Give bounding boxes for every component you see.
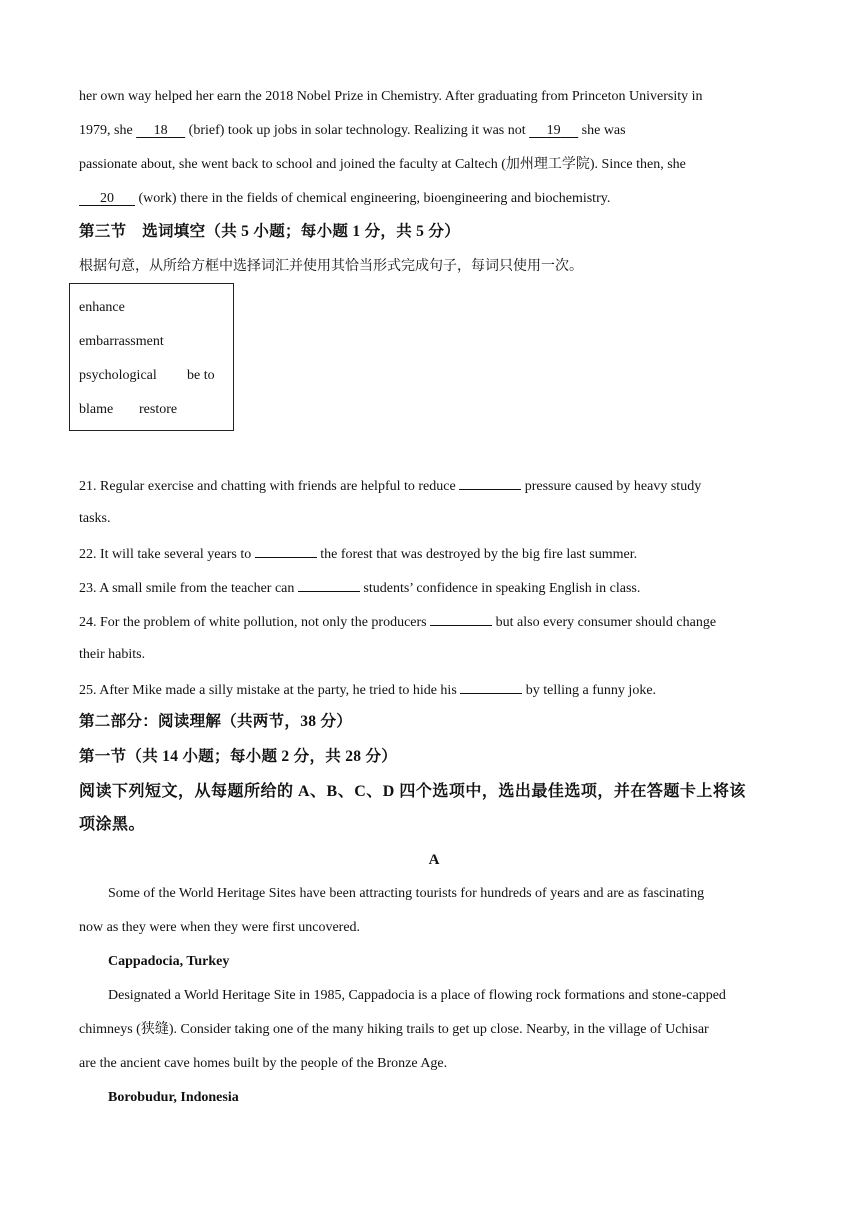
blank-18[interactable] xyxy=(136,123,185,138)
section3-instruction: 根据句意，从所给方框中选择词汇并使用其恰当形式完成句子，每词只使用一次。 xyxy=(79,259,583,274)
question-24-cont: their habits. xyxy=(79,647,146,662)
question-23 xyxy=(79,577,640,599)
passage-a-title: A xyxy=(428,852,440,868)
site-cappadocia-title: Cappadocia, Turkey xyxy=(108,954,230,969)
question-23-post: students’ confidence in speaking English in class. xyxy=(359,581,641,596)
site-cappadocia-line-1: Designated a World Heritage Site in 1985, Cappadocia is a place of flowing rock formations and stone-capped xyxy=(108,988,726,1003)
passage-line-2 xyxy=(79,121,626,141)
question-21-pre: 21. Regular exercise and chatting with friends are helpful to reduce xyxy=(79,479,460,494)
question-21 xyxy=(79,475,701,497)
question-22-pre: 22. It will take several years to xyxy=(79,547,255,562)
question-24-post: but also every consumer should change xyxy=(492,615,717,630)
word-blame: blame xyxy=(79,402,114,417)
word-embarrassment: embarrassment xyxy=(79,334,164,349)
question-24 xyxy=(79,611,716,633)
passage-line-2-post: she was xyxy=(581,123,626,138)
question-22 xyxy=(79,543,637,565)
word-psychological: psychological xyxy=(79,368,157,383)
question-21-cont: tasks. xyxy=(79,511,111,526)
question-22-post: the forest that was destroyed by the big fire last summer. xyxy=(316,547,638,562)
passage-line-4-post: (work) there in the fields of chemical engineering, bioengineering and biochemistry. xyxy=(138,191,611,206)
reading-intro-line-2: now as they were when they were first uncovered. xyxy=(79,920,361,935)
question-25-pre: 25. After Mike made a silly mistake at the party, he tried to hide his xyxy=(79,683,461,698)
answer-blank-24[interactable] xyxy=(430,611,492,626)
section3-heading: 第三节 选词填空（共 5 小题；每小题 1 分，共 5 分） xyxy=(79,223,461,240)
answer-blank-21[interactable] xyxy=(459,475,521,490)
word-box xyxy=(69,283,234,431)
part2-instruction-line-1: 阅读下列短文，从每题所给的 A、B、C、D 四个选项中，选出最佳选项，并在答题卡上将该 xyxy=(79,783,746,800)
question-25 xyxy=(79,679,656,701)
site-cappadocia-line-2: chimneys (狭缝). Consider taking one of the many hiking trails to get up close. Nearby, in the village of Uchisar xyxy=(79,1022,709,1037)
passage-line-4 xyxy=(79,189,610,209)
answer-blank-25[interactable] xyxy=(460,679,522,694)
answer-blank-23[interactable] xyxy=(298,577,360,592)
word-restore: restore xyxy=(139,402,178,417)
reading-intro-line-1: Some of the World Heritage Sites have been attracting tourists for hundreds of years and are as fascinating xyxy=(108,886,705,901)
part2-instruction-line-2: 项涂黑。 xyxy=(79,816,146,833)
passage-line-2-mid: (brief) took up jobs in solar technology. Realizing it was not xyxy=(188,123,530,138)
passage-line-2-pre: 1979, she xyxy=(79,123,137,138)
site-cappadocia-line-3: are the ancient cave homes built by the people of the Bronze Age. xyxy=(79,1056,448,1071)
question-21-post: pressure caused by heavy study xyxy=(521,479,702,494)
question-24-pre: 24. For the problem of white pollution, not only the producers xyxy=(79,615,431,630)
blank-20[interactable] xyxy=(79,191,135,206)
question-25-post: by telling a funny joke. xyxy=(522,683,657,698)
word-enhance: enhance xyxy=(79,300,125,315)
blank-18-number: 18 xyxy=(153,123,168,138)
blank-20-number: 20 xyxy=(100,191,114,206)
answer-blank-22[interactable] xyxy=(255,543,317,558)
passage-line-1: her own way helped her earn the 2018 Nobel Prize in Chemistry. After graduating from Princeton University in xyxy=(79,89,703,104)
question-23-pre: 23. A small smile from the teacher can xyxy=(79,581,298,596)
passage-line-3: passionate about, she went back to school and joined the faculty at Caltech (加州理工学院). Since then, she xyxy=(79,157,686,172)
blank-19-number: 19 xyxy=(546,123,561,138)
part2-sub-heading: 第一节（共 14 小题；每小题 2 分，共 28 分） xyxy=(79,748,398,765)
word-be-to: be to xyxy=(187,368,215,383)
site-borobudur-title: Borobudur, Indonesia xyxy=(108,1090,239,1105)
part2-heading: 第二部分：阅读理解（共两节，38 分） xyxy=(79,713,353,730)
blank-19[interactable] xyxy=(529,123,578,138)
